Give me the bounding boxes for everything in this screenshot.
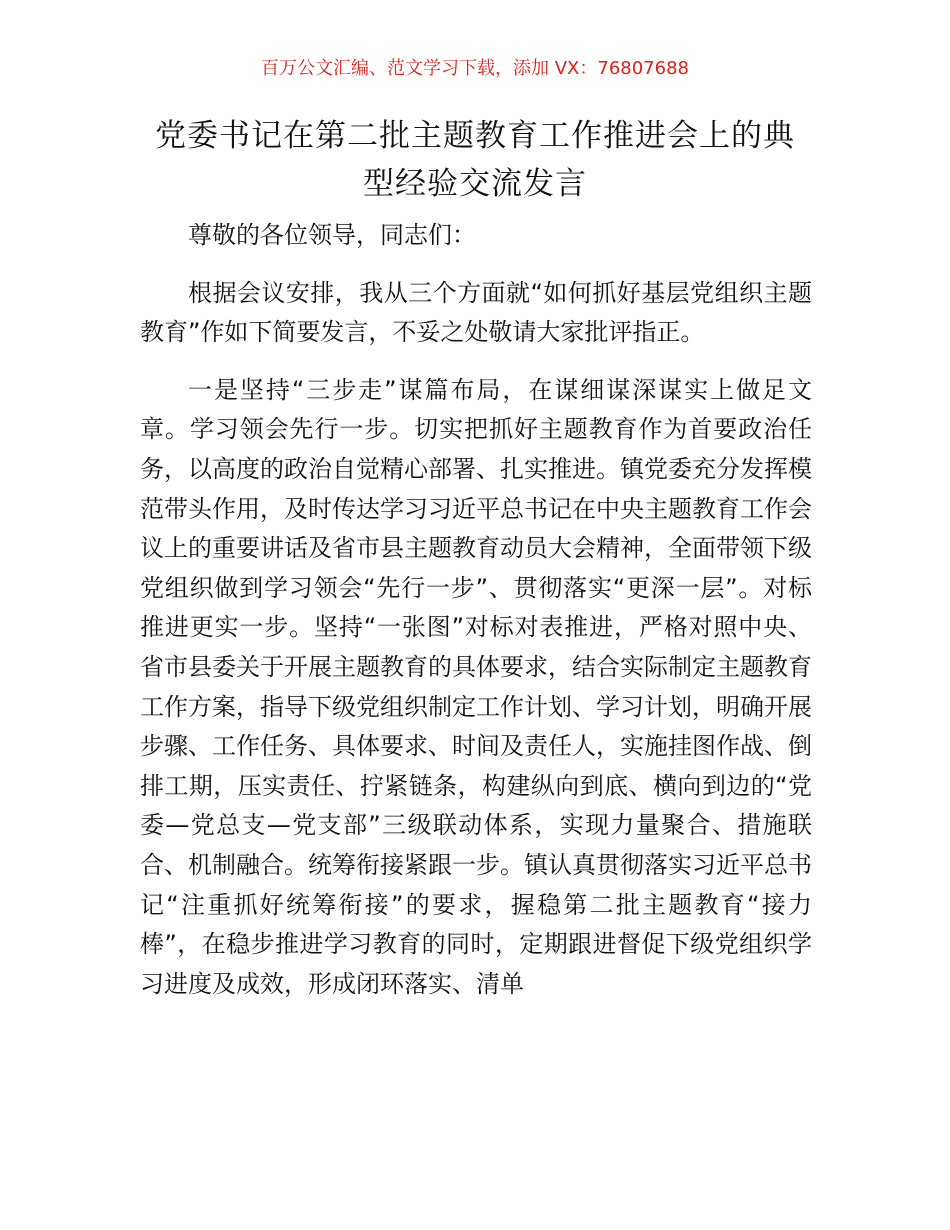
document-body (140, 216, 812, 1004)
header-watermark: 百万公文汇编、范文学习下载，添加 VX：76807688 (261, 58, 689, 79)
greeting: 尊敬的各位领导，同志们： (188, 221, 476, 249)
title-line-2: 型经验交流发言 (363, 166, 587, 202)
paragraph: 一是坚持“三步走”谋篇布局，在谋细谋深谋实上做足文章。学习领会先行一步。切实把抓好主题教育作为首要政治任务，以高度的政治自觉精心部署、扎实推进。镇党委充分发挥模范带头作用，及时传达学习习近平总书记在中央主题教育工作会议上的重要讲话及省市县主题教育动员大会精神，全面带领下级党组织做到学习领会“先行一步”、贯彻落实“更深一层”。对标推进更实一步。坚持“一张图”对标对表推进，严格对照中央、省市县委关于开展主题教育的具体要求，结合实际制定主题教育工作方案，指导下级党组织制定工作计划、学习计划，明确开展步骤、工作任务、具体要求、时间及责任人，实施挂图作战、倒排工期，压实责任、拧紧链条，构建纵向到底、横向到边的“党委—党总支—党支部”三级联动体系，实现力量聚合、措施联合、机制融合。统筹衔接紧跟一步。镇认真贯彻落实习近平总书记“注重抓好统筹衔接”的要求，握稳第二批主题教育“接力棒”，在稳步推进学习教育的同时，定期跟进督促下级党组织学习进度及成效，形成闭环落实、清单 (140, 375, 812, 998)
document-title (120, 112, 830, 208)
paragraph: 根据会议安排，我从三个方面就“如何抓好基层党组织主题教育”作如下简要发言，不妥之处敬请大家批评指正。 (140, 278, 812, 347)
title-line-1: 党委书记在第二批主题教育工作推进会上的典 (155, 118, 795, 154)
